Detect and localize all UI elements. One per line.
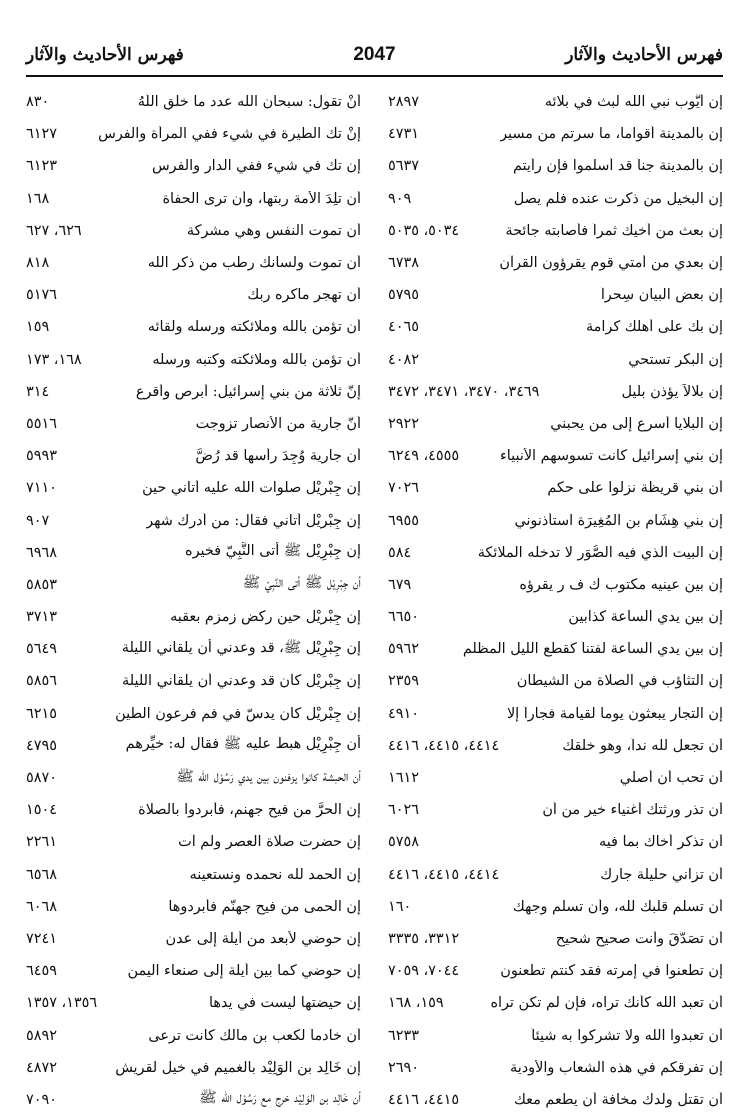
entry-text: إن بلالاً يؤذن بليل <box>621 383 723 400</box>
entry-refs: ١٣٥٦، ١٣٥٧ <box>26 995 98 1012</box>
entry-refs: ٥٩٦٢ <box>388 641 419 658</box>
index-entry <box>388 408 723 440</box>
entry-text: أن تقتل ولدك مخافة أن يطعم معك <box>514 1091 723 1108</box>
index-entry <box>388 1084 723 1116</box>
entry-text: أن تذكر أخاك بما فيه <box>599 834 723 851</box>
index-entry <box>26 118 361 150</box>
entry-refs: ٦٦٥٠ <box>388 609 419 626</box>
entry-refs: ٤٠٦٥ <box>388 319 419 336</box>
entry-refs: ٨٣٠ <box>26 94 50 111</box>
index-entry <box>26 440 361 472</box>
index-entry <box>388 344 723 376</box>
entry-text: أن جِبْرِيْل ﷺ أتى النَّبِيّ ﷺ <box>242 575 361 592</box>
index-entry <box>26 730 361 762</box>
entry-text: أن تلِدَ الأمة ربتها، وأن ترى الحفاة <box>162 190 361 207</box>
index-entry <box>26 86 361 118</box>
index-entry <box>388 826 723 858</box>
entry-text: أن تموت النفس وهي مشركة <box>186 222 361 239</box>
index-columns <box>26 86 723 1108</box>
index-entry <box>26 504 361 536</box>
index-entry <box>26 344 361 376</box>
entry-text: أن تذر ورثتك أغنياء خير من أن <box>542 802 723 819</box>
entry-refs: ٦٥٦٨ <box>26 866 57 883</box>
entry-refs: ٥٧٥٨ <box>388 834 419 851</box>
index-entry <box>388 86 723 118</box>
entry-text: إن البكر تستحي <box>628 351 723 368</box>
entry-refs: ٦٩٥٥ <box>388 512 419 529</box>
index-entry <box>388 150 723 182</box>
index-entry <box>26 794 361 826</box>
entry-refs: ٤٩١٠ <box>388 705 419 722</box>
page-number: 2047 <box>353 44 396 65</box>
entry-text: إن تطعنوا في إمرته فقد كنتم تطعنون <box>500 963 723 980</box>
index-entry <box>388 569 723 601</box>
entry-refs: ٥٦٤٩ <box>26 641 57 658</box>
entry-text: إنْ تك الطيرة في شيء ففي المرأة والفرس <box>98 126 361 143</box>
entry-refs: ٦٢٦، ٦٢٧ <box>26 222 82 239</box>
index-entry <box>26 601 361 633</box>
index-entry <box>388 215 723 247</box>
index-entry <box>388 247 723 279</box>
entry-refs: ٦٢٣٣ <box>388 1027 419 1044</box>
entry-refs: ٥٨٩٢ <box>26 1027 57 1044</box>
header-rule <box>26 75 723 77</box>
index-entry <box>388 859 723 891</box>
index-entry <box>26 826 361 858</box>
entry-refs: ١٦١٢ <box>388 770 419 787</box>
index-entry <box>26 987 361 1019</box>
entry-text: إن بين يدي الساعة لفتناً كقطع الليل المظلم <box>462 641 723 658</box>
entry-refs: ٦٢١٥ <box>26 705 57 722</box>
entry-text: أن الحبشة كانوا يزفنون بين يدي رَسُوْل الله ﷺ <box>176 768 361 785</box>
entry-text: إن بالمدينة أقواماً، ما سرتم من مسير <box>500 126 723 143</box>
entry-text: إن بني إسرائيل كانت تسوسهم الأنبياء <box>500 448 723 465</box>
entry-text: إن تفرقكم في هذه الشعاب والأودية <box>510 1059 723 1076</box>
entry-refs: ٩٠٩ <box>388 190 412 207</box>
index-entry <box>388 987 723 1019</box>
index-entry <box>26 762 361 794</box>
entry-text: إن جِبْرِيْل كان قد وعدني أن يلقاني الليلة <box>122 673 361 690</box>
entry-refs: ٥٨٥٦ <box>26 673 57 690</box>
entry-refs: ٦١٢٧ <box>26 126 57 143</box>
index-entry <box>26 891 361 923</box>
index-entry <box>26 472 361 504</box>
index-entry <box>26 537 361 569</box>
entry-refs: ٤٤١٥، ٤٤١٦ <box>388 1091 460 1108</box>
entry-text: إن البخيل من ذكرت عنده فلم يصل <box>513 190 723 207</box>
entry-refs: ٧٢٤١ <box>26 930 57 947</box>
entry-text: إن بعدي من أمتي قوم يقرؤون القرآن <box>499 255 723 272</box>
index-entry <box>388 955 723 987</box>
entry-text: أن تجعل لله نداً، وهو خلقك <box>562 737 723 754</box>
entry-refs: ٧١١٠ <box>26 480 57 497</box>
entry-refs: ٥٥١٦ <box>26 415 57 432</box>
entry-refs: ٧٠٤٤، ٧٠٥٩ <box>388 963 460 980</box>
entry-refs: ٣٤٦٩، ٣٤٧٠، ٣٤٧١، ٣٤٧٢ <box>388 383 540 400</box>
entry-refs: ٩٠٧ <box>26 512 50 529</box>
entry-text: إن جِبْرِيْل صلوات الله عليه أتاني حين <box>142 480 361 497</box>
index-entry <box>26 279 361 311</box>
entry-refs: ١٥٩، ١٦٨ <box>388 995 444 1012</box>
entry-refs: ٤٤١٤، ٤٤١٥، ٤٤١٦ <box>388 737 500 754</box>
entry-text: إن جِبْرِيْل كان يدسّ في فم فرعون الطين <box>115 705 361 722</box>
entry-refs: ١٦٨، ١٧٣ <box>26 351 82 368</box>
entry-refs: ٦٧٩ <box>388 576 412 593</box>
entry-refs: ٣٣١٢، ٣٣٣٥ <box>388 930 460 947</box>
index-entry <box>26 1052 361 1084</box>
entry-refs: ١٦٨ <box>26 190 50 207</box>
entry-text: إن جِبْرِيْل حين ركض زمزم بعقبه <box>170 609 361 626</box>
entry-text: إن أيُّوب نبي الله لبث في بلائه <box>544 94 723 111</box>
header-title-right: فهرس الأحاديث والآثار <box>565 45 723 65</box>
entry-refs: ٦١٢٣ <box>26 158 57 175</box>
index-entry <box>388 698 723 730</box>
entry-text: إن حوضي لأبعد من أيلة إلى عدن <box>165 930 361 947</box>
entry-text: إن جِبْرِيْل ﷺ، قد وعدني أن يلقاني الليلة <box>121 639 361 656</box>
entry-refs: ٤٥٥٥، ٦٢٤٩ <box>388 448 460 465</box>
entry-refs: ٤٧٣١ <box>388 126 419 143</box>
entry-refs: ٢٣٥٩ <box>388 673 419 690</box>
entry-text: إن بين يدي الساعة كذابين <box>568 609 723 626</box>
entry-refs: ٨١٨ <box>26 255 50 272</box>
index-entry <box>26 665 361 697</box>
entry-text: إن الحمد لله نحمده ونستعينه <box>189 866 361 883</box>
index-entry <box>26 1019 361 1051</box>
index-entry <box>388 891 723 923</box>
entry-text: إن جِبْرِيْل ﷺ أتى النَّبِيّ فخيره <box>185 543 361 560</box>
entry-text: أنّ جارية من الأنصار تزوجت <box>195 415 361 432</box>
index-entry <box>26 923 361 955</box>
index-entry <box>26 698 361 730</box>
entry-refs: ٥٨٤ <box>388 544 412 561</box>
index-entry <box>388 537 723 569</box>
entry-refs: ٣١٤ <box>26 383 50 400</box>
index-entry <box>388 1019 723 1051</box>
entry-text: أن تصَدَّقَ وأنت صحيح شحيح <box>555 930 723 947</box>
entry-text: أن تعبدوا الله ولا تشركوا به شيئاً <box>531 1027 723 1044</box>
entry-refs: ٢٦٩٠ <box>388 1059 419 1076</box>
index-entry <box>388 1052 723 1084</box>
index-entry <box>26 859 361 891</box>
entry-refs: ٤٤١٤، ٤٤١٥، ٤٤١٦ <box>388 866 500 883</box>
index-entry <box>388 183 723 215</box>
entry-refs: ٧٠٢٦ <box>388 480 419 497</box>
index-entry <box>26 376 361 408</box>
entry-refs: ٦٠٢٦ <box>388 802 419 819</box>
left-column <box>26 86 361 1108</box>
entry-text: إن بني هِشَام بن المُغِيرَة استأذنوني <box>514 512 723 529</box>
index-entry <box>388 923 723 955</box>
index-entry <box>388 440 723 472</box>
entry-text: أن تموت ولسانك رطب من ذكر الله <box>147 255 361 272</box>
entry-text: إنّ ثلاثة من بني إسرائيل: أبرص وأقرع <box>135 383 361 400</box>
entry-text: إن بعث من أخيك ثمراً فأصابته جائحة <box>505 222 723 239</box>
entry-text: أن جارية وُجِدَ رأسها قد رُضَّ <box>195 448 361 465</box>
index-entry <box>26 215 361 247</box>
index-entry <box>388 633 723 665</box>
entry-text: إن البلايا أسرع إلى من يحبني <box>550 415 723 432</box>
index-entry <box>388 730 723 762</box>
entry-text: أن خادماً لكعب بن مالك كانت ترعى <box>148 1027 361 1044</box>
index-entry <box>388 279 723 311</box>
index-entry <box>26 633 361 665</box>
entry-refs: ٦٤٥٩ <box>26 963 57 980</box>
entry-refs: ١٥٩ <box>26 319 50 336</box>
index-entry <box>26 247 361 279</box>
entry-refs: ٥٨٥٣ <box>26 576 57 593</box>
entry-text: إن تك في شيء ففي الدار والفرس <box>152 158 361 175</box>
index-entry <box>26 569 361 601</box>
entry-refs: ١٦٠ <box>388 898 412 915</box>
entry-text: إن حضرت صلاة العصر ولم آت <box>178 834 361 851</box>
entry-text: أن جِبْرِيْل هبط عليه ﷺ فقال له: خيِّرهم <box>125 736 361 753</box>
entry-text: إن التجار يبعثون يوما لقيامة فجاراً إلا <box>506 705 723 722</box>
index-entry <box>26 150 361 182</box>
entry-text: أن تؤمن بالله وملائكته ورسله ولقائه <box>147 319 361 336</box>
entry-text: أن تهجر ماكره ربك <box>247 287 361 304</box>
entry-refs: ٥٠٣٤، ٥٠٣٥ <box>388 222 460 239</box>
entry-refs: ٥١٧٦ <box>26 287 57 304</box>
entry-text: أن خَالِد بن الوَلِيْد خرج مع رَسُوْل الله ﷺ <box>199 1090 361 1107</box>
entry-text: أن تحب أن أصلي <box>619 770 723 787</box>
entry-refs: ٦٩٦٨ <box>26 544 57 561</box>
right-column <box>388 86 723 1108</box>
entry-text: أنْ تقول: سبحان الله عدد ما خلق اللّهُ <box>137 94 361 111</box>
index-entry <box>388 504 723 536</box>
index-entry <box>26 955 361 987</box>
entry-refs: ٢٨٩٧ <box>388 94 419 111</box>
index-entry <box>388 665 723 697</box>
index-entry <box>388 472 723 504</box>
index-entry <box>388 376 723 408</box>
entry-text: إن جِبْرِيْل أتاني فقال: من أدرك شهر <box>146 512 361 529</box>
entry-refs: ٥٦٣٧ <box>388 158 419 175</box>
entry-refs: ٥٧٩٥ <box>388 287 419 304</box>
entry-text: إن بعض البيان سِحراً <box>600 287 723 304</box>
entry-text: إن البيت الذي فيه الصُّوَر لا تدخله الملائكة <box>477 544 723 561</box>
entry-text: أن تزاني حليلة جارك <box>600 866 723 883</box>
entry-refs: ٤٠٨٢ <box>388 351 419 368</box>
entry-text: إن حيضتها ليست في يدها <box>208 995 361 1012</box>
entry-text: أن تؤمن بالله وملائكته وكتبه ورسله <box>152 351 361 368</box>
index-entry <box>26 183 361 215</box>
entry-text: إن بين عينيه مكتوب ك ف ر يقرؤه <box>519 576 723 593</box>
entry-refs: ٣٧١٣ <box>26 609 57 626</box>
entry-refs: ٦٠٦٨ <box>26 898 57 915</box>
entry-text: إن بالمدينة جناً قد أسلموا فإن رأيتم <box>512 158 723 175</box>
index-entry <box>26 311 361 343</box>
entry-refs: ٥٨٧٠ <box>26 770 57 787</box>
entry-text: إن حوضي كما بين أيلة إلى صنعاء اليمن <box>127 963 361 980</box>
index-entry <box>388 311 723 343</box>
entry-text: أن تسلم قلبك لله، وأن تسلم وجهك <box>512 898 723 915</box>
index-entry <box>388 762 723 794</box>
entry-refs: ٤٧٩٥ <box>26 737 57 754</box>
page-header <box>26 40 723 70</box>
entry-refs: ٦٧٣٨ <box>388 255 419 272</box>
entry-text: إن خَالِد بن الوَلِيْد بالغميم في خيل لقريش <box>115 1059 361 1076</box>
entry-text: أن تعبد الله كأنك تراه، فإن لم تكن تراه <box>490 995 723 1012</box>
entry-refs: ٤٨٧٢ <box>26 1059 57 1076</box>
entry-text: أن بني قريظة نزلوا على حكم <box>547 480 723 497</box>
index-entry <box>26 408 361 440</box>
entry-text: إن بك على أهلك كرامة <box>585 319 723 336</box>
entry-text: إن التثاؤب في الصلاة من الشيطان <box>516 673 723 690</box>
index-entry <box>388 794 723 826</box>
entry-text: إن الحرَّ من فيح جهنم، فأبردوا بالصلاة <box>138 802 361 819</box>
entry-refs: ١٥٠٤ <box>26 802 57 819</box>
entry-refs: ٢٢٦١ <box>26 834 57 851</box>
index-entry <box>388 118 723 150</box>
index-entry <box>388 601 723 633</box>
entry-refs: ٧٠٩٠ <box>26 1091 57 1108</box>
entry-refs: ٢٩٢٢ <box>388 415 419 432</box>
entry-text: إن الحمى من فيح جهنّم فأبردوها <box>168 898 361 915</box>
entry-refs: ٥٩٩٣ <box>26 448 57 465</box>
index-entry <box>26 1084 361 1116</box>
header-title-left: فهرس الأحاديث والآثار <box>26 45 184 65</box>
